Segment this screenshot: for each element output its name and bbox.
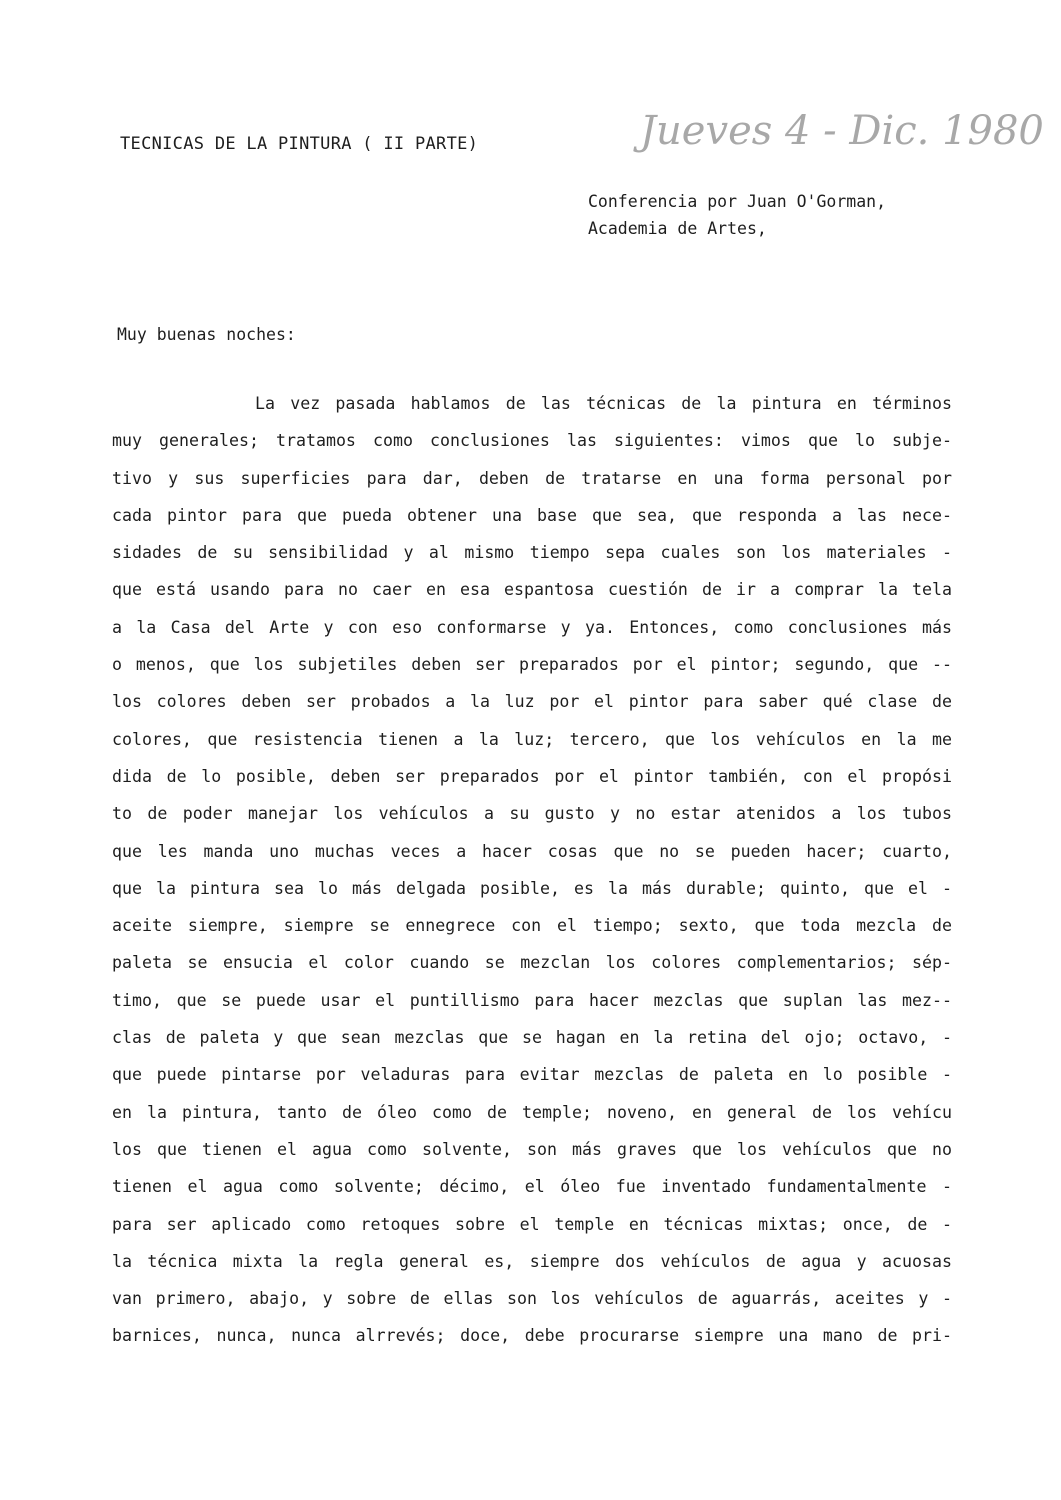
document-title: TECNICAS DE LA PINTURA ( II PARTE) [120, 134, 479, 154]
text-line: dida de lo posible, deben ser preparados por el pintor también, con el propósi [112, 766, 952, 786]
text-line: los colores deben ser probados a la luz por el pintor para saber qué clase de [112, 692, 952, 712]
handwritten-date-note [640, 92, 1044, 172]
text-line: tienen el agua como solvente; décimo, el óleo fue inventado fundamentalmente - [112, 1177, 952, 1197]
text-line: que está usando para no caer en esa espantosa cuestión de ir a comprar la tela [112, 580, 952, 600]
handwritten-date-text: Jueves 4 - Dic. 1980 [640, 108, 1044, 154]
text-line: colores, que resistencia tienen a la luz; tercero, que los vehículos en la me [112, 729, 952, 749]
text-line: barnices, nunca, nunca alrrevés; doce, debe procurarse siempre una mano de pri- [112, 1326, 952, 1346]
text-line: aceite siempre, siempre se ennegrece con el tiempo; sexto, que toda mezcla de [112, 916, 952, 936]
text-line: a la Casa del Arte y con eso conformarse y ya. Entonces, como conclusiones más [112, 617, 952, 637]
text-line: timo, que se puede usar el puntillismo para hacer mezclas que suplan las mez-- [112, 990, 952, 1010]
text-line: que la pintura sea lo más delgada posible, es la más durable; quinto, que el - [112, 878, 952, 898]
text-line: van primero, abajo, y sobre de ellas son los vehículos de aguarrás, aceites y - [112, 1289, 952, 1309]
text-line: sidades de su sensibilidad y al mismo tiempo sepa cuales son los materiales - [112, 543, 952, 563]
text-line: los que tienen el agua como solvente, son más graves que los vehículos que no [112, 1139, 952, 1159]
lecture-speaker-line: Conferencia por Juan O'Gorman, [588, 192, 887, 211]
lecture-venue-line: Academia de Artes, [588, 219, 767, 238]
text-line: muy generales; tratamos como conclusiones las siguientes: vimos que lo subje- [112, 431, 952, 451]
body-paragraph [112, 385, 952, 1355]
text-line: que les manda uno muchas veces a hacer cosas que no se pueden hacer; cuarto, [112, 841, 952, 861]
text-line: La vez pasada hablamos de las técnicas de la pintura en términos [255, 394, 952, 413]
greeting: Muy buenas noches: [117, 325, 296, 344]
text-line: la técnica mixta la regla general es, siempre dos vehículos de agua y acuosas [112, 1251, 952, 1271]
text-line: que puede pintarse por veladuras para evitar mezclas de paleta en lo posible - [112, 1065, 952, 1085]
text-line: cada pintor para que pueda obtener una base que sea, que responda a las nece- [112, 505, 952, 525]
text-line: para ser aplicado como retoques sobre el temple en técnicas mixtas; once, de - [112, 1214, 952, 1234]
text-line: paleta se ensucia el color cuando se mezclan los colores complementarios; sép- [112, 953, 952, 973]
text-line: tivo y sus superficies para dar, deben de tratarse en una forma personal por [112, 468, 952, 488]
text-line: clas de paleta y que sean mezclas que se hagan en la retina del ojo; octavo, - [112, 1028, 952, 1048]
text-line: o menos, que los subjetiles deben ser preparados por el pintor; segundo, que -- [112, 655, 952, 675]
text-line: en la pintura, tanto de óleo como de temple; noveno, en general de los vehícu [112, 1102, 952, 1122]
text-line: to de poder manejar los vehículos a su gusto y no estar atenidos a los tubos [112, 804, 952, 824]
lecture-info [588, 188, 886, 242]
